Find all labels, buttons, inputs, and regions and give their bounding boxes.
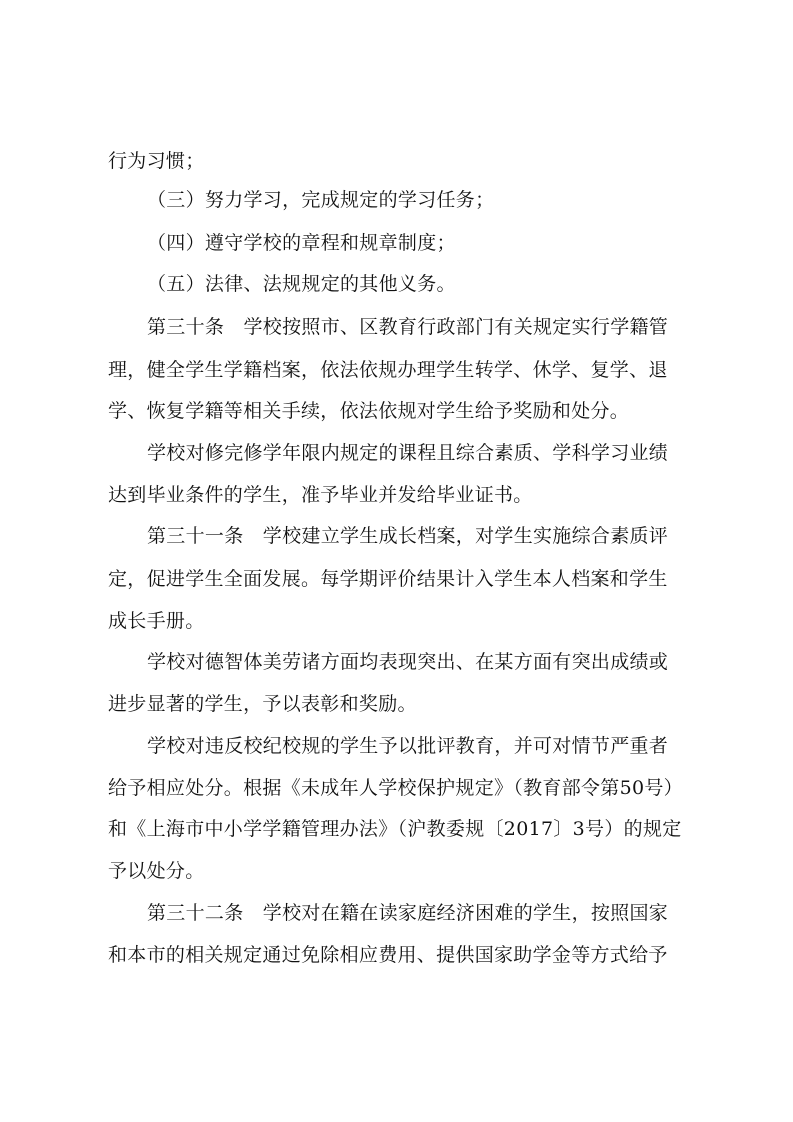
text-line: 和《上海市中小学学籍管理办法》（沪教委规〔2017〕3号）的规定	[108, 818, 682, 840]
text-line: 和本市的相关规定通过免除相应费用、提供国家助学金等方式给予	[108, 944, 668, 966]
text-line: 进步显著的学生，予以表彰和奖励。	[108, 693, 417, 715]
text-line: （四）遵守学校的章程和规章制度；	[147, 232, 456, 254]
text-line: 行为习惯；	[108, 150, 205, 172]
article-30-heading-line: 第三十条 学校按照市、区教育行政部门有关规定实行学籍管	[147, 316, 669, 338]
article-31-heading-line: 第三十一条 学校建立学生成长档案，对学生实施综合素质评	[147, 525, 669, 547]
text-line: 达到毕业条件的学生，准予毕业并发给毕业证书。	[108, 484, 533, 506]
text-line: 学、恢复学籍等相关手续，依法依规对学生给予奖励和处分。	[108, 400, 630, 422]
text-line: 成长手册。	[108, 610, 205, 632]
text-line: 给予相应处分。根据《未成年人学校保护规定》（教育部令第50号）	[108, 777, 683, 799]
text-line: 学校对德智体美劳诸方面均表现突出、在某方面有突出成绩或	[147, 651, 669, 673]
text-line: （三）努力学习，完成规定的学习任务；	[147, 189, 495, 211]
text-line: 理，健全学生学籍档案，依法依规办理学生转学、休学、复学、退	[108, 359, 668, 381]
text-line: 定，促进学生全面发展。每学期评价结果计入学生本人档案和学生	[108, 568, 668, 590]
text-line: 予以处分。	[108, 860, 205, 882]
article-32-heading-line: 第三十二条 学校对在籍在读家庭经济困难的学生，按照国家	[147, 902, 669, 924]
text-line: （五）法律、法规规定的其他义务。	[147, 273, 456, 295]
text-line: 学校对修完修学年限内规定的课程且综合素质、学科学习业绩	[147, 442, 669, 464]
text-line: 学校对违反校纪校规的学生予以批评教育，并可对情节严重者	[147, 735, 669, 757]
